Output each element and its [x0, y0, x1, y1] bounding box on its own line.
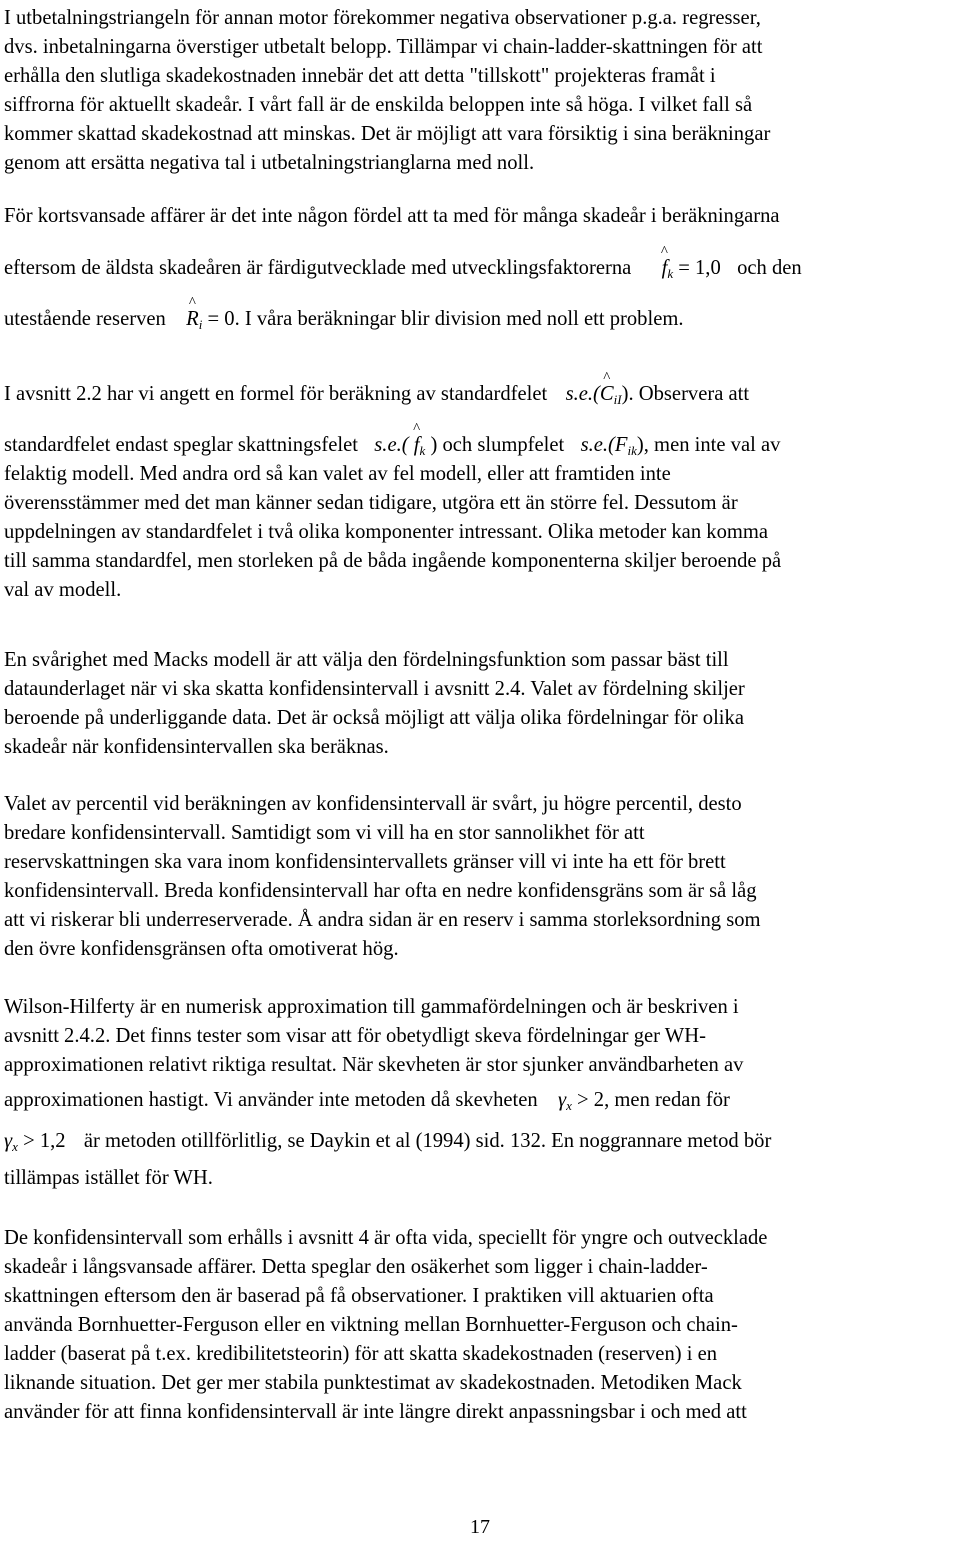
paragraph-negative-observations	[4, 4, 958, 178]
text-line: I avsnitt 2.2 har vi angett en formel för beräkning av standardfelet s.e.(^ $C_{iI}$). Observera att	[4, 380, 958, 409]
text-line: att vi riskerar bli underreserverade. Å andra sidan är en reserv i samma storleksordning som	[4, 909, 761, 931]
text-line: genom att ersätta negativa tal i utbetalningstrianglarna med noll.	[4, 152, 535, 174]
text-line: skattningen eftersom den är baserad på få observationer. I praktiken vill aktuarien ofta	[4, 1285, 714, 1307]
text-line: tillämpas istället för WH.	[4, 1167, 213, 1189]
text-line: bredare konfidensintervall. Samtidigt som vi vill ha en stor sannolikhet för att	[4, 822, 645, 844]
paragraph-wilson-hilferty	[4, 993, 958, 1193]
formula-se-f: s.e.( ^ $f_k$ )	[374, 434, 437, 456]
text-line: Valet av percentil vid beräkningen av konfidensintervall är svårt, ju högre percentil, desto	[4, 793, 742, 815]
text-line: Wilson-Hilferty är en numerisk approximation till gammafördelningen och är beskriven i	[4, 996, 739, 1018]
paragraph-mack-distribution	[4, 646, 958, 762]
text-line: $\gamma_x > 1,2$ är metoden otillförlitlig, se Daykin et al (1994) sid. 132. En noggrannare metod bör	[4, 1130, 772, 1154]
text-line: felaktig modell. Med andra ord så kan valet av fel modell, eller att framtiden inte	[4, 463, 671, 485]
formula-se-c: s.e.(^ $C_{iI}$)	[566, 383, 629, 405]
text-line: eftersom de äldsta skadeåren är färdigutvecklade med utvecklingsfaktorerna ^ $f_k = 1,0$ och den	[4, 254, 958, 283]
formula-f-hat: ^ f	[662, 254, 668, 283]
paragraph-standard-error	[4, 380, 958, 605]
text-line: dvs. inbetalningarna överstiger utbetalt belopp. Tillämpar vi chain-ladder-skattningen för att	[4, 36, 763, 58]
paragraph-standard-error-rest	[4, 460, 958, 605]
page-number: 17	[470, 1516, 490, 1538]
formula-se-F: $s.e.(F_{ik})$	[580, 434, 644, 458]
text-line: uppdelningen av standardfelet i två olika komponenter intressant. Olika metoder kan komma	[4, 521, 769, 543]
paragraph-confidence-intervals	[4, 1224, 958, 1427]
text-line: använder för att finna konfidensintervall är inte längre direkt anpassningsbar i och med att	[4, 1401, 747, 1423]
text-line: erhålla den slutliga skadekostnaden innebär det att detta "tillskott" projekteras framåt i	[4, 65, 716, 87]
text-line: De konfidensintervall som erhålls i avsnitt 4 är ofta vida, speciellt för yngre och outvecklade	[4, 1227, 768, 1249]
text-line: approximationen hastigt. Vi använder inte metoden då skevheten $\gamma_x > 2$, men redan för	[4, 1089, 730, 1113]
text-line: skadeår när konfidensintervallen ska beräknas.	[4, 736, 389, 758]
text-line: använda Bornhuetter-Ferguson eller en viktning mellan Bornhuetter-Ferguson och chain-	[4, 1314, 738, 1336]
text-line: I utbetalningstriangeln för annan motor förekommer negativa observationer p.g.a. regresser,	[4, 7, 761, 29]
formula-r-hat: ^ R	[186, 305, 199, 334]
text-line: reservskattningen ska vara inom konfidensintervallets gränser vill vi inte ha ett för brett	[4, 851, 726, 873]
text-line: till samma standardfel, men storleken på de båda ingående komponenterna skiljer beroende på	[4, 550, 782, 572]
text-line: En svårighet med Macks modell är att välja den fördelningsfunktion som passar bäst till	[4, 649, 729, 671]
formula-gamma-x: $\gamma_x$	[4, 1130, 18, 1154]
text-line: skadeår i långsvansade affärer. Detta speglar den osäkerhet som ligger i chain-ladder-	[4, 1256, 708, 1278]
text-line: approximationen relativt riktiga resultat. När skevheten är stor sjunker användbarheten av	[4, 1054, 744, 1076]
text-line: standardfelet endast speglar skattningsfelet s.e.( ^ $f_k$ ) och slumpfelet $s.e.(F_{ik})$, men inte val av	[4, 431, 958, 460]
paragraph-short-tailed-business	[4, 202, 958, 334]
text-line: dataunderlaget när vi ska skatta konfidensintervall i avsnitt 2.4. Valet av fördelning skiljer	[4, 678, 745, 700]
formula-equals-zero: = 0	[207, 308, 235, 330]
paragraph-percentile-choice	[4, 790, 958, 964]
text-line: ladder (baserat på t.ex. kredibilitetsteorin) för att skatta skadekostnaden (reserven) i en	[4, 1343, 718, 1365]
text-line: val av modell.	[4, 579, 122, 601]
text-line: siffrorna för aktuellt skadeår. I vårt fall är de enskilda beloppen inte så höga. I vilket fall så	[4, 94, 753, 116]
text-line: konfidensintervall. Breda konfidensintervall har ofta en nedre konfidensgräns som är så låg	[4, 880, 757, 902]
text-line: avsnitt 2.4.2. Det finns tester som visar att för obetydligt skeva fördelningar ger WH-	[4, 1025, 706, 1047]
formula-equals-one: = 1,0	[678, 257, 721, 279]
text-line: För kortsvansade affärer är det inte någon fördel att ta med för många skadeår i beräkningarna	[4, 205, 780, 227]
text-line: beroende på underliggande data. Det är också möjligt att välja olika fördelningar för olika	[4, 707, 744, 729]
text-line: liknande situation. Det ger mer stabila punktestimat av skadekostnaden. Metodiken Mack	[4, 1372, 742, 1394]
text-line: den övre konfidensgränsen ofta omotiverat hög.	[4, 938, 399, 960]
formula-gamma-x: $\gamma_x$	[557, 1089, 572, 1113]
text-line: överensstämmer med det man känner sedan tidigare, utgöra ett än större fel. Dessutom är	[4, 492, 738, 514]
text-line: utestående reserven ^ $R_i = 0$. I våra beräkningar blir division med noll ett problem.	[4, 305, 958, 334]
text-line: kommer skattad skadekostnad att minskas. Det är möjligt att vara försiktig i sina beräkningar	[4, 123, 771, 145]
